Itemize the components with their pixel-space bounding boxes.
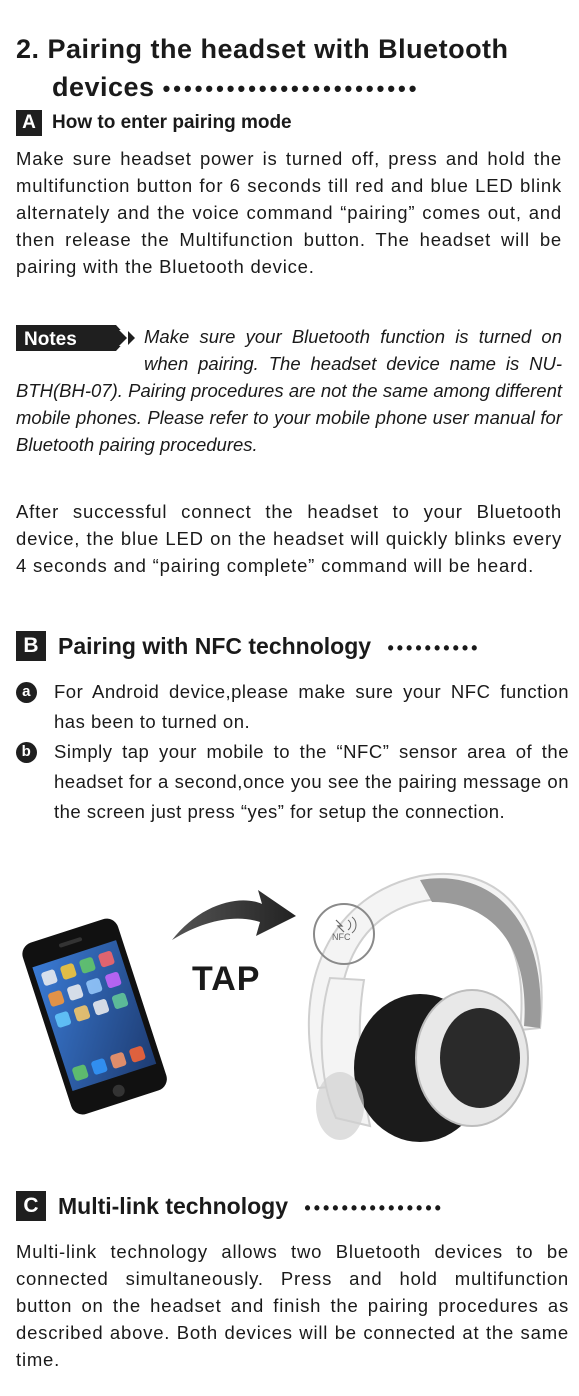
subsection-c-heading (16, 1191, 444, 1223)
list-item (16, 677, 569, 737)
notes-label: Notes (24, 329, 77, 350)
section-a-badge: A (16, 110, 42, 136)
list-item (16, 737, 569, 827)
pairing-instructions: Make sure headset power is turned off, press and hold the multifunction button for 6 seconds till red and blue LED blink alternately and the voice command “pairing” comes out, and then release the Multifunction button. The headset will be pairing with the Bluetooth device. (16, 148, 562, 277)
section-b-leader-dots: •••••••••• (387, 638, 481, 658)
tap-label: TAP (192, 960, 261, 998)
section-c-leader-dots: ••••••••••••••• (304, 1198, 444, 1218)
subsection-a-heading (16, 110, 292, 136)
nfc-tap-illustration (0, 858, 579, 1158)
notes-badge (16, 325, 140, 351)
section-a-title: How to enter pairing mode (52, 112, 292, 133)
section-b-badge: B (16, 631, 46, 661)
subsection-b-heading (16, 631, 480, 663)
item-marker-a: a (16, 682, 37, 703)
tap-arrow-icon (172, 890, 296, 940)
item-text: Simply tap your mobile to the “NFC” sensor area of the headset for a second,once you see the pairing message on the screen just press “yes” for setup the connection. (54, 741, 569, 822)
section-heading-continued (52, 68, 419, 108)
item-text: For Android device,please make sure your NFC function has been to turned on. (54, 681, 569, 732)
section-heading: 2. Pairing the headset with Bluetooth (16, 34, 509, 64)
section-b-title: Pairing with NFC technology (58, 633, 372, 659)
pairing-success-text: After successful connect the headset to your Bluetooth device, the blue LED on the headset will quickly blinks every 4 seconds and “pairing complete” command will be heard. (16, 501, 562, 576)
multi-link-text: Multi-link technology allows two Bluetooth devices to be connected simultaneously. Press and hold multifunction button on the headset and finish the pairing procedures as described above. Both devices will be connected at the same time. (16, 1241, 569, 1370)
notes-block (16, 323, 562, 458)
notes-text: Make sure your Bluetooth function is turned on when pairing. The headset device name is NU-BTH(BH-07). Pairing procedures are not the same among different mobile phones. Please refer to your mobile phone user manual for Bluetooth pairing procedures. (16, 326, 562, 455)
heading-leader-dots: •••••••••••••••••••••••• (162, 76, 420, 101)
heading-line2: devices (52, 72, 155, 102)
item-marker-b: b (16, 742, 37, 763)
section-c-title: Multi-link technology (58, 1193, 288, 1219)
nfc-label: NFC (332, 932, 351, 942)
smartphone-icon (19, 915, 170, 1117)
section-c-badge: C (16, 1191, 46, 1221)
headset-image (309, 874, 542, 1142)
